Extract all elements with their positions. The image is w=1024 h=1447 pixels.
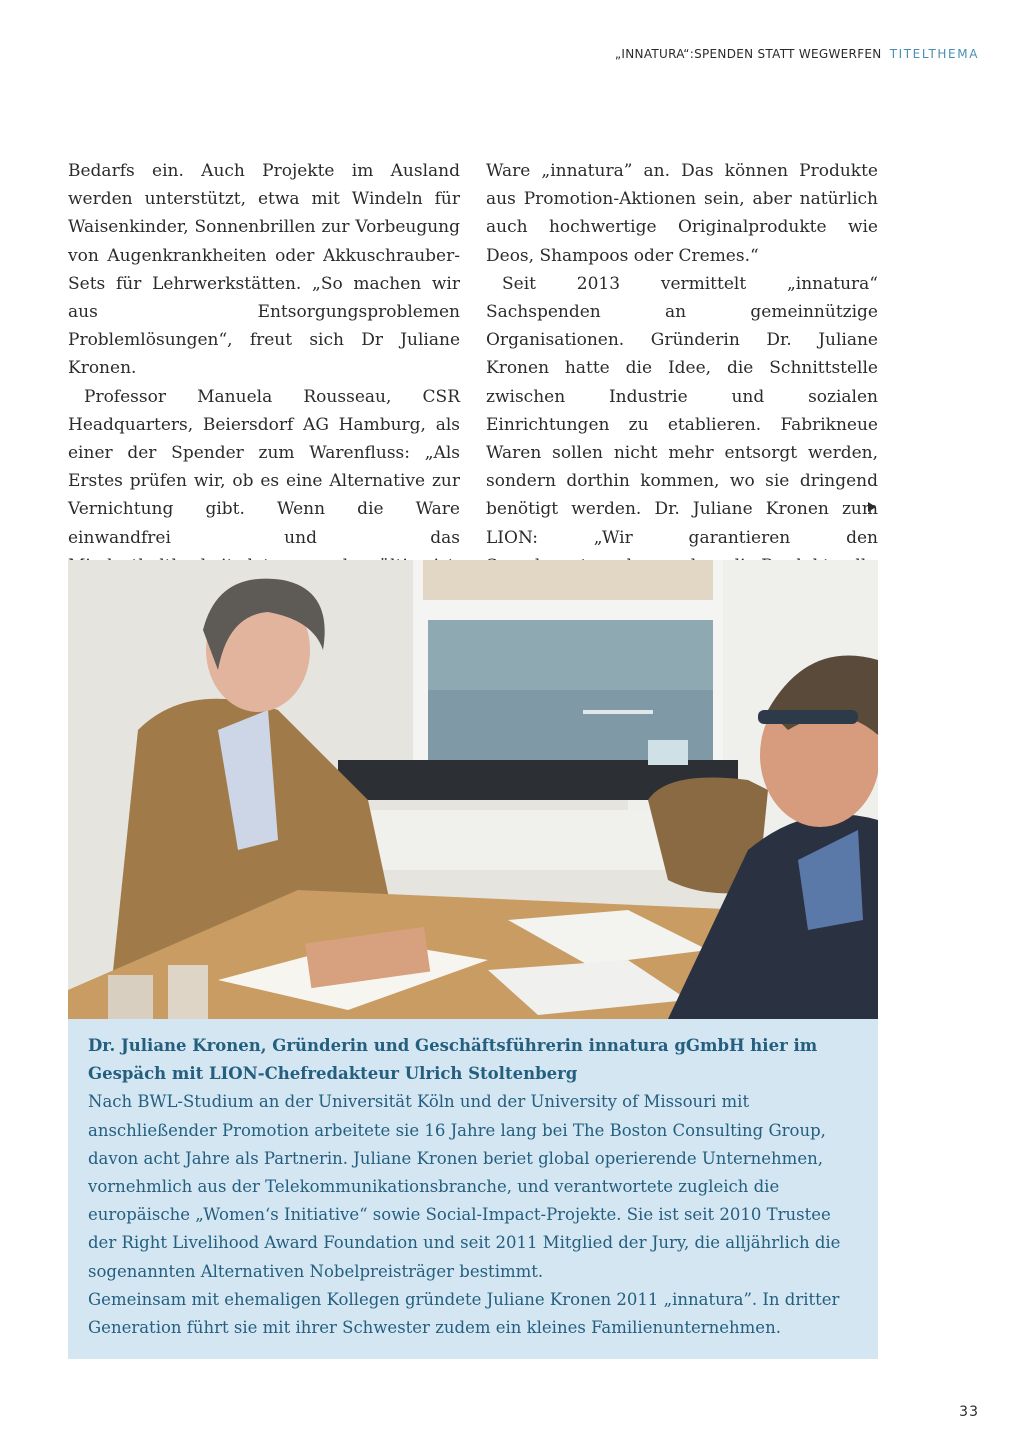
article-paragraph: Professor Manuela Rousseau, CSR Headquarters, Beiersdorf AG Hamburg, als einer der Spender zum Warenfluss: „Als Erstes prüfen wir, ob es eine Alternative zur Vernichtung gibt. Wenn die Ware einwandfrei und das (68, 386, 460, 548)
interview-photo-illustration (68, 560, 878, 1019)
article-paragraph: Ware „innatura” an. Das können Produkte aus Promotion-Aktionen sein, aber natürlich auch hochwertige Originalprodukte wie Deos, Shampoos oder Cremes.“ (486, 161, 878, 266)
article-column-left (68, 157, 460, 608)
running-header-section: TITELTHEMA (889, 47, 979, 61)
photo-caption (68, 1019, 878, 1359)
running-header (615, 47, 979, 61)
caption-body: Nach BWL-Studium an der Universität Köln und der University of Missouri mit anschließender Promotion arbeitete sie 16 Jahre lang bei The Boston Consulting Group, davon acht Jahre als Partnerin. Juliane Kronen beriet global operierende Unternehmen, vornehmlich aus der Telekommunikationsbranche, und verantwortete zugleich die europäische „Women‘s Initiative“ sowie Social-Impact-Projekte. Sie ist seit 2010 Trustee der Right Livelihood Award Foundation und seit 2011 Mitglied der Jury, die alljährlich die sogenannten Alternativen Nobelpreisträger bestimmt. (88, 1092, 841, 1281)
continue-arrow-icon (868, 502, 876, 512)
caption-closing: Gemeinsam mit ehemaligen Kollegen gründete Juliane Kronen 2011 „innatura”. In dritter Generation führt sie mit ihrer Schwester zudem ein kleines Familienunternehmen. (88, 1289, 840, 1338)
article-photo (68, 560, 878, 1019)
article-paragraph: Seit 2013 vermittelt „innatura“ Sachspenden an gemeinnützige Organisationen. Gründerin Dr. Juliane Kronen hatte die Idee, die Schnittstelle zwischen Industrie und sozialen Einrichtungen zu etablieren. Fabrikneue Waren sollen nicht mehr entsorgt werden, sondern dorthin kommen, wo sie dringend benötigt werden. Dr. Juliane Kronen zum LION: „Wir garantieren den (486, 273, 878, 548)
running-header-title: „INNATURA“:SPENDEN STATT WEGWERFEN (614, 47, 882, 61)
article-paragraph: Bedarfs ein. Auch Projekte im Ausland werden unterstützt, etwa mit Windeln für Waisenkinder, Sonnenbrillen zur Vorbeugung von Augenkrankheiten oder Akkuschrauber-Sets für Lehrwerkstätten. „So machen wir aus Entsorgungsproblemen Problemlösungen“, freut sich Dr Juliane Kronen. (68, 161, 460, 379)
page-number: 33 (959, 1404, 979, 1420)
caption-heading: Dr. Juliane Kronen, Gründerin und Geschäftsführerin innatura gGmbH hier im Gespäch mit LION-Chefredakteur Ulrich Stoltenberg (88, 1036, 818, 1084)
article-column-right (486, 157, 878, 580)
